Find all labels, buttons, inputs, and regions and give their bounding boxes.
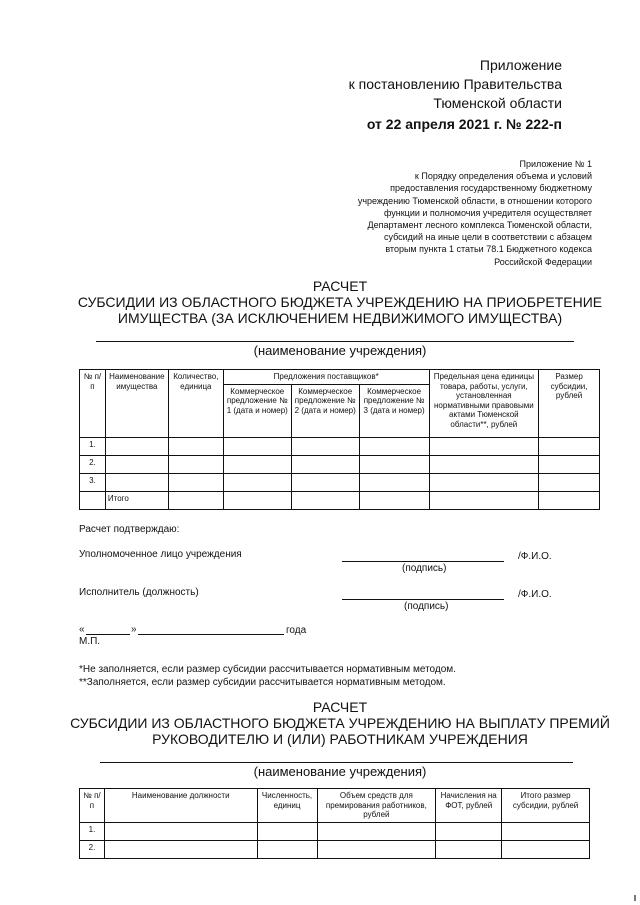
row-number: 1. — [80, 437, 106, 455]
attachment-line: функции и полномочия учредителя осуществляет — [383, 207, 592, 218]
attachment-line: вторым пункта 1 статьи 78.1 Бюджетного кодекса — [385, 244, 592, 255]
stamp-label: М.П. — [79, 636, 101, 647]
table-cell[interactable] — [291, 455, 359, 473]
confirm-title: Расчет подтверждаю: — [79, 524, 180, 535]
date-open-quote: « — [79, 624, 85, 635]
col-header-offers: Предложения поставщиков* — [223, 370, 429, 385]
table-cell[interactable] — [359, 473, 429, 491]
col-header-price: Предельная цена единицы товара, работы, услуги, установленная нормативными правовыми актами Тюменской области**, рублей — [429, 370, 539, 438]
table-row — [80, 840, 590, 858]
section2-table — [79, 788, 590, 859]
section2-title-line1: РАСЧЕТ — [312, 699, 368, 715]
row-number: 3. — [80, 473, 106, 491]
fio-label: /Ф.И.О. — [518, 589, 552, 600]
date-year-label: года — [286, 625, 307, 636]
attachment-line: Российской Федерации — [494, 256, 592, 267]
date-close-quote: » — [131, 624, 137, 635]
document-header — [262, 56, 562, 134]
col-header-position: Наименование должности — [104, 789, 257, 823]
section2-institution-line — [100, 762, 573, 763]
table-cell[interactable] — [105, 455, 168, 473]
table-cell[interactable] — [317, 840, 436, 858]
table-header-row — [80, 789, 590, 823]
section2-title-line2: СУБСИДИИ ИЗ ОБЛАСТНОГО БЮДЖЕТА УЧРЕЖДЕНИЮ НА ВЫПЛАТУ ПРЕМИЙ — [70, 715, 610, 731]
row-number: 2. — [80, 840, 105, 858]
row-number: 1. — [80, 822, 105, 840]
table-cell[interactable] — [502, 822, 590, 840]
col-header-funds: Объем средств для премирования работников, рублей — [317, 789, 436, 823]
date-month-line[interactable] — [138, 634, 284, 635]
attachment-line: учреждению Тюменской области, в отношении которого — [357, 195, 592, 206]
section1-title-line3: ИМУЩЕСТВА (ЗА ИСКЛЮЧЕНИЕМ НЕДВИЖИМОГО ИМУЩЕСТВА) — [117, 310, 563, 326]
section1-institution-caption: (наименование учреждения) — [253, 343, 427, 358]
table-cell[interactable] — [105, 437, 168, 455]
section2-title — [40, 699, 640, 747]
signature-line[interactable] — [342, 561, 504, 562]
table-cell[interactable] — [168, 455, 223, 473]
section1-title-line2: СУБСИДИИ ИЗ ОБЛАСТНОГО БЮДЖЕТА УЧРЕЖДЕНИЮ НА ПРИОБРЕТЕНИЕ — [77, 294, 603, 310]
table-cell[interactable] — [429, 455, 539, 473]
table-cell[interactable] — [359, 455, 429, 473]
section1-institution-line — [96, 341, 574, 342]
total-label: Итого — [105, 491, 168, 509]
col-header-offer1: Коммерческое предложение № 1 (дата и номер) — [223, 384, 291, 437]
attachment-line: к Порядку определения объема и условий — [414, 171, 592, 182]
attachment-note — [322, 158, 592, 268]
section2-title-line3: РУКОВОДИТЕЛЮ И (ИЛИ) РАБОТНИКАМ УЧРЕЖДЕНИЯ — [152, 731, 528, 747]
footnote-2: **Заполняется, если размер субсидии рассчитывается нормативным методом. — [79, 677, 446, 688]
header-to-decree: к постановлению Правительства — [348, 76, 562, 92]
section2-institution-caption: (наименование учреждения) — [253, 764, 427, 779]
table-cell[interactable] — [257, 840, 317, 858]
footnote-1: *Не заполняется, если размер субсидии рассчитывается нормативным методом. — [79, 664, 456, 675]
date-day-line[interactable] — [86, 634, 130, 635]
table-cell[interactable] — [359, 437, 429, 455]
table-cell[interactable] — [317, 822, 436, 840]
table-cell[interactable] — [291, 437, 359, 455]
table-cell[interactable] — [539, 491, 600, 509]
header-date-number: от 22 апреля 2021 г. № 222-п — [366, 116, 562, 132]
table-row — [80, 473, 600, 491]
table-cell[interactable] — [429, 437, 539, 455]
fio-label: /Ф.И.О. — [518, 551, 552, 562]
col-header-offer3: Коммерческое предложение № 3 (дата и номер) — [359, 384, 429, 437]
table-cell[interactable] — [539, 437, 600, 455]
table-cell[interactable] — [223, 473, 291, 491]
row-number: 2. — [80, 455, 106, 473]
table-cell[interactable] — [223, 491, 291, 509]
table-cell[interactable] — [436, 822, 502, 840]
table-cell[interactable] — [429, 491, 539, 509]
signature-caption: (подпись) — [402, 563, 447, 574]
table-cell[interactable] — [168, 473, 223, 491]
section1-title — [40, 278, 640, 326]
table-row — [80, 822, 590, 840]
header-appendix: Приложение — [479, 57, 562, 73]
table-cell[interactable] — [291, 473, 359, 491]
table-row — [80, 455, 600, 473]
table-cell[interactable] — [168, 491, 223, 509]
table-cell[interactable] — [429, 473, 539, 491]
table-cell[interactable] — [168, 437, 223, 455]
attachment-line: предоставления государственному бюджетному — [390, 183, 592, 194]
table-cell[interactable] — [257, 822, 317, 840]
col-header-count: Численность, единиц — [257, 789, 317, 823]
official-label: Уполномоченное лицо учреждения — [79, 549, 242, 560]
table-total-row — [80, 491, 600, 509]
section1-table — [79, 369, 600, 510]
col-header-qty: Количество, единица — [168, 370, 223, 438]
table-cell[interactable] — [104, 822, 257, 840]
table-cell[interactable] — [359, 491, 429, 509]
table-cell[interactable] — [502, 840, 590, 858]
attachment-line: Департамент лесного комплекса Тюменской области, — [367, 220, 592, 231]
scan-mark — [634, 895, 636, 901]
table-header-row — [80, 370, 600, 385]
signature-caption: (подпись) — [404, 601, 449, 612]
table-cell[interactable] — [104, 840, 257, 858]
col-header-total: Итого размер субсидии, рублей — [502, 789, 590, 823]
col-header-num: № п/п — [80, 789, 105, 823]
header-region: Тюменской области — [433, 95, 562, 111]
table-cell[interactable] — [436, 840, 502, 858]
attachment-line: субсидий на иные цели в соответствии с абзацем — [383, 232, 592, 243]
col-header-name: Наименование имущества — [105, 370, 168, 438]
col-header-fot: Начисления на ФОТ, рублей — [436, 789, 502, 823]
col-header-size: Размер субсидии, рублей — [539, 370, 600, 438]
executor-label: Исполнитель (должность) — [79, 587, 199, 598]
col-header-num: № п/п — [80, 370, 106, 438]
table-cell[interactable] — [223, 455, 291, 473]
table-cell[interactable] — [539, 473, 600, 491]
attachment-line: Приложение № 1 — [519, 159, 592, 169]
table-cell — [80, 491, 106, 509]
table-cell[interactable] — [105, 473, 168, 491]
section1-title-line1: РАСЧЕТ — [312, 278, 368, 294]
table-row — [80, 437, 600, 455]
col-header-offer2: Коммерческое предложение № 2 (дата и номер) — [291, 384, 359, 437]
table-cell[interactable] — [223, 437, 291, 455]
table-cell[interactable] — [291, 491, 359, 509]
signature-line[interactable] — [342, 599, 504, 600]
table-cell[interactable] — [539, 455, 600, 473]
